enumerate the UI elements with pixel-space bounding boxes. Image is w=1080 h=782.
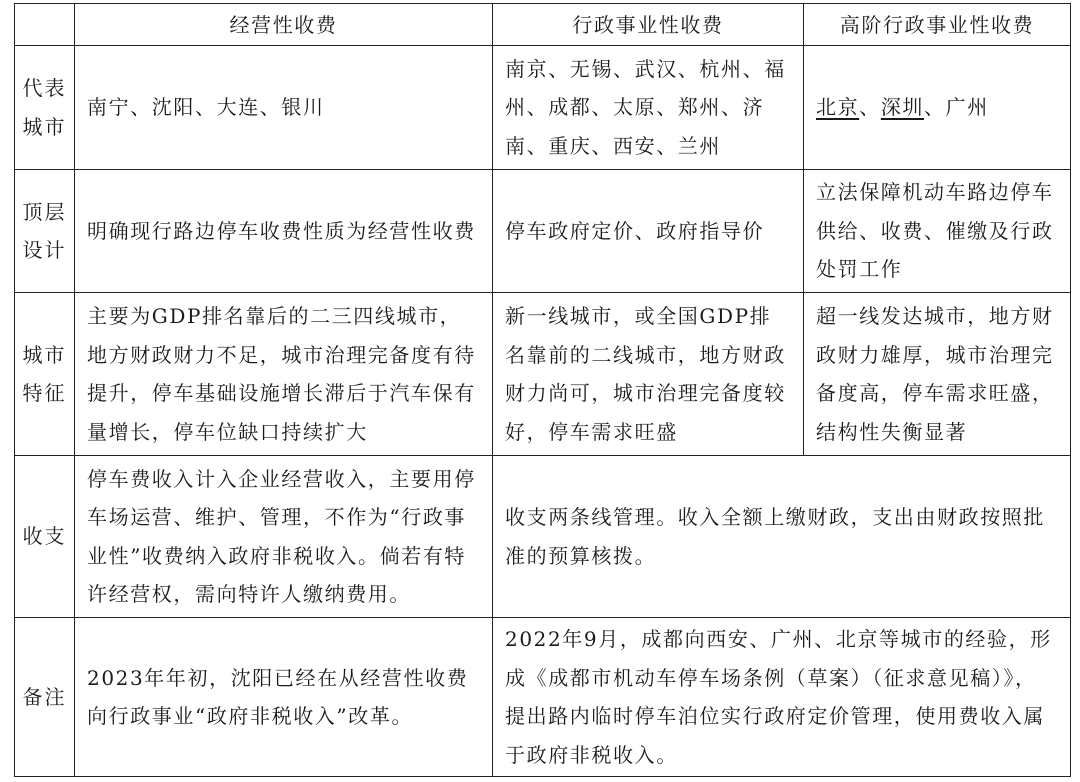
table-row bbox=[15, 456, 1071, 618]
table-row bbox=[15, 170, 1071, 293]
table-cell: 明确现行路边停车收费性质为经营性收费 bbox=[75, 170, 493, 293]
header-row bbox=[15, 4, 1071, 46]
row-header: 城市特征 bbox=[15, 293, 75, 456]
table-cell-merged: 收支两条线管理。收入全额上缴财政，支出由财政按照批准的预算核拨。 bbox=[493, 456, 1071, 618]
column-header: 经营性收费 bbox=[75, 4, 493, 46]
table-cell: 南宁、沈阳、大连、银川 bbox=[75, 46, 493, 170]
table-row bbox=[15, 46, 1071, 170]
table-row bbox=[15, 293, 1071, 456]
table-cell bbox=[804, 46, 1071, 170]
table-cell: 停车政府定价、政府指导价 bbox=[493, 170, 804, 293]
corner-cell bbox=[15, 4, 75, 46]
table-cell-merged: 2022年9月，成都向西安、广州、北京等城市的经验，形成《成都市机动车停车场条例（草案）（征求意见稿）》，提出路内临时停车泊位实行政府定价管理，使用费收入属于政府非税收入。 bbox=[493, 618, 1071, 777]
underlined-city: 深圳 bbox=[880, 95, 925, 120]
table-row bbox=[15, 618, 1071, 777]
underlined-city: 北京 bbox=[816, 95, 860, 120]
table-cell: 停车费收入计入企业经营收入，主要用停车场运营、维护、管理，不作为“行政事业性”收费纳入政府非税收入。倘若有特许经营权，需向特许人缴纳费用。 bbox=[75, 456, 493, 618]
table-cell: 超一线发达城市，地方财政财力雄厚，城市治理完备度高，停车需求旺盛，结构性失衡显著 bbox=[804, 293, 1071, 456]
row-header: 收支 bbox=[15, 456, 75, 618]
table-cell: 2023年年初，沈阳已经在从经营性收费向行政事业“政府非税收入”改革。 bbox=[75, 618, 493, 777]
row-header: 代表城市 bbox=[15, 46, 75, 170]
column-header: 行政事业性收费 bbox=[493, 4, 804, 46]
table-cell: 新一线城市，或全国GDP排名靠前的二线城市，地方财政财力尚可，城市治理完备度较好，停车需求旺盛 bbox=[493, 293, 804, 456]
table-cell: 立法保障机动车路边停车供给、收费、催缴及行政处罚工作 bbox=[804, 170, 1071, 293]
table-cell: 主要为GDP排名靠后的二三四线城市，地方财政财力不足，城市治理完备度有待提升，停车基础设施增长滞后于汽车保有量增长，停车位缺口持续扩大 bbox=[75, 293, 493, 456]
comparison-table bbox=[14, 3, 1071, 777]
row-header: 顶层设计 bbox=[15, 170, 75, 293]
table-cell: 南京、无锡、武汉、杭州、福州、成都、太原、郑州、济南、重庆、西安、兰州 bbox=[493, 46, 804, 170]
separator: 、 bbox=[859, 95, 881, 120]
column-header: 高阶行政事业性收费 bbox=[804, 4, 1071, 46]
row-header: 备注 bbox=[15, 618, 75, 777]
city-text: 、广州 bbox=[924, 95, 989, 120]
